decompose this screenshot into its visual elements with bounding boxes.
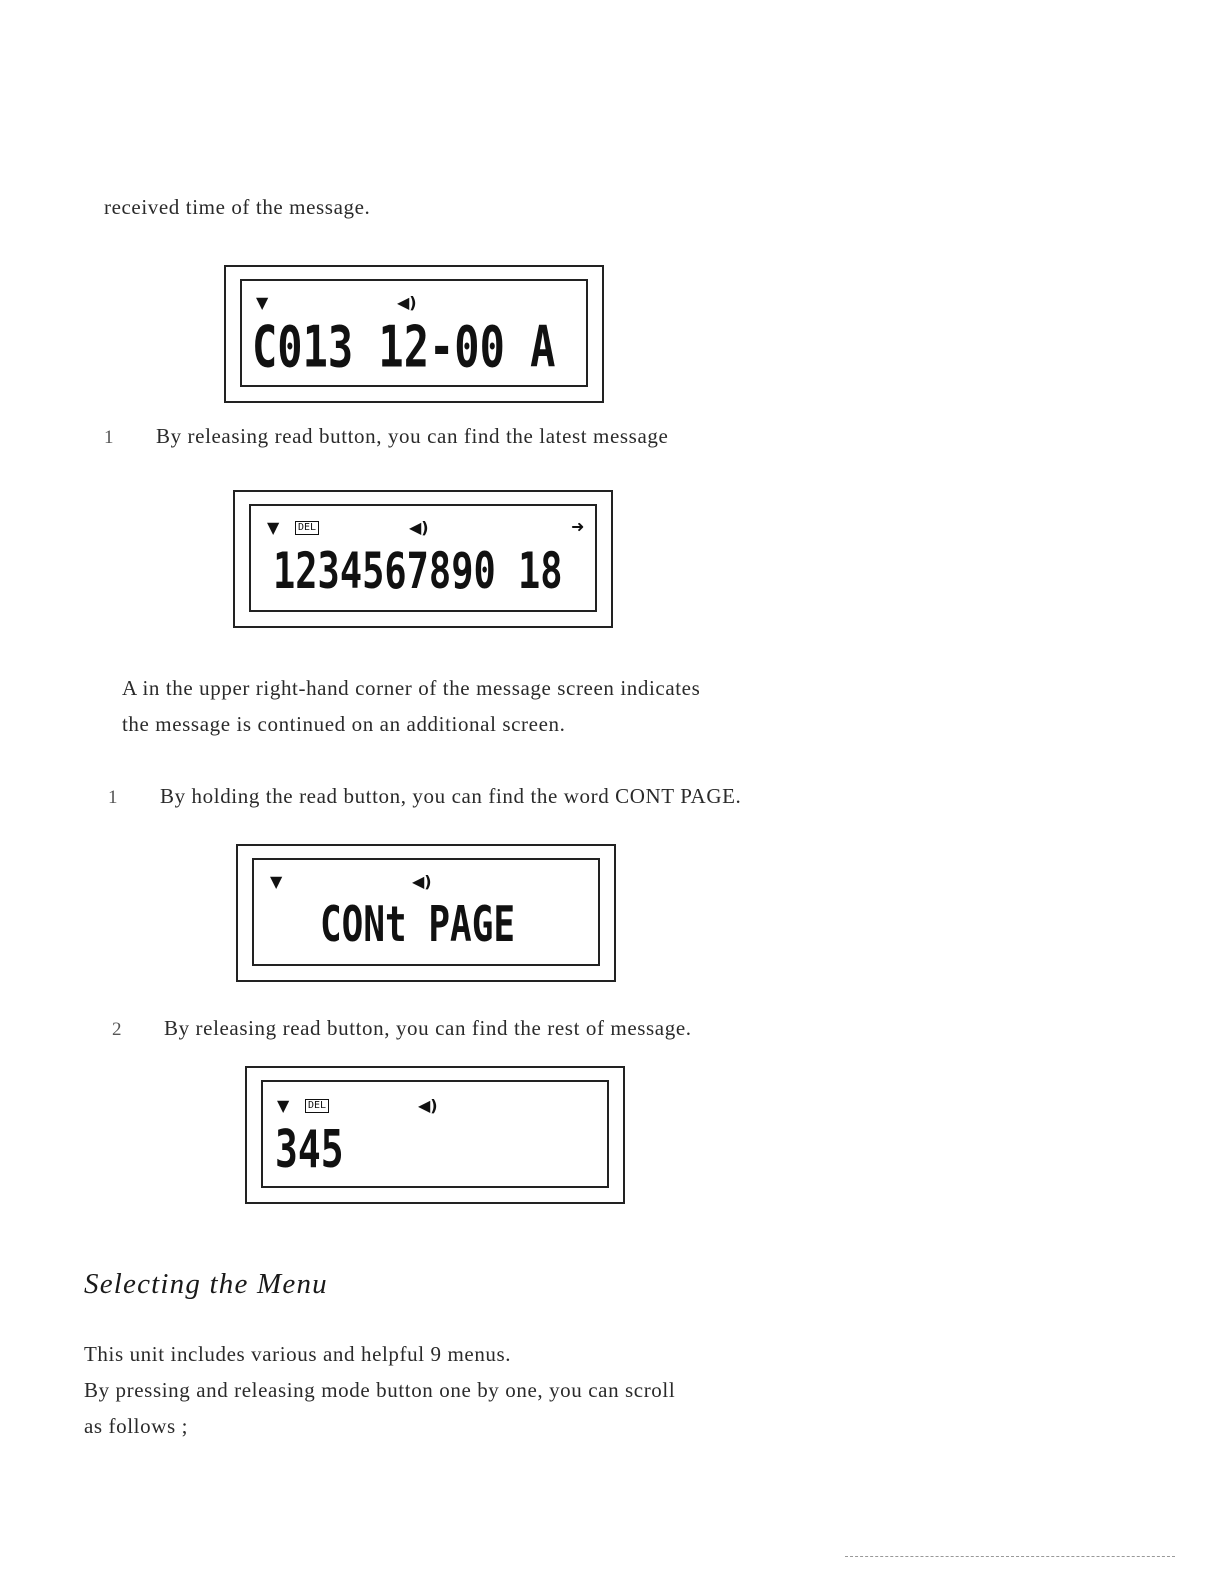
- lcd-display-1: [224, 265, 604, 403]
- speaker-icon: ◀): [418, 1096, 438, 1115]
- section-line-2: By pressing and releasing mode button one by one, you can scroll: [84, 1378, 676, 1402]
- note-line-1: A in the upper right-hand corner of the message screen indicates: [122, 676, 701, 700]
- step-text: By releasing read button, you can find the rest of message.: [164, 1016, 692, 1040]
- section-line-1: This unit includes various and helpful 9 menus.: [84, 1342, 512, 1366]
- section-line-3: as follows ;: [84, 1414, 189, 1438]
- lcd-display-3: [236, 844, 616, 982]
- section-heading: Selecting the Menu: [84, 1268, 328, 1300]
- scan-artifact-line: [845, 1556, 1175, 1557]
- antenna-icon: ▼: [277, 1096, 290, 1115]
- lcd-display-2: [233, 490, 613, 628]
- lcd-segment-text-1: C013 12-00 A: [252, 313, 556, 380]
- del-icon: DEL: [295, 521, 319, 535]
- speaker-icon: ◀): [409, 518, 429, 537]
- lcd-segment-text-3: CONt PAGE: [320, 897, 516, 954]
- speaker-icon: ◀): [397, 293, 417, 312]
- intro-text: received time of the message.: [104, 195, 371, 219]
- step-number: 1: [104, 427, 115, 448]
- del-icon: DEL: [305, 1099, 329, 1113]
- step-text: By holding the read button, you can find the word CONT PAGE.: [160, 784, 742, 808]
- step-text: By releasing read button, you can find the latest message: [156, 424, 669, 448]
- antenna-icon: ▼: [270, 872, 283, 891]
- speaker-icon: ◀): [412, 872, 432, 891]
- lcd-segment-text-2: 1234567890 18: [273, 541, 563, 600]
- step-1-hold: [108, 784, 741, 809]
- arrow-right-icon: ➜: [571, 517, 585, 536]
- step-2-release: [112, 1016, 692, 1041]
- note-line-2: the message is continued on an additional screen.: [122, 712, 566, 736]
- lcd-segment-text-4: 345: [275, 1119, 344, 1180]
- step-1-release: [104, 424, 668, 449]
- antenna-icon: ▼: [267, 518, 280, 537]
- antenna-icon: ▼: [256, 293, 269, 312]
- step-number: 2: [112, 1019, 123, 1040]
- lcd-display-4: [245, 1066, 625, 1204]
- step-number: 1: [108, 787, 119, 808]
